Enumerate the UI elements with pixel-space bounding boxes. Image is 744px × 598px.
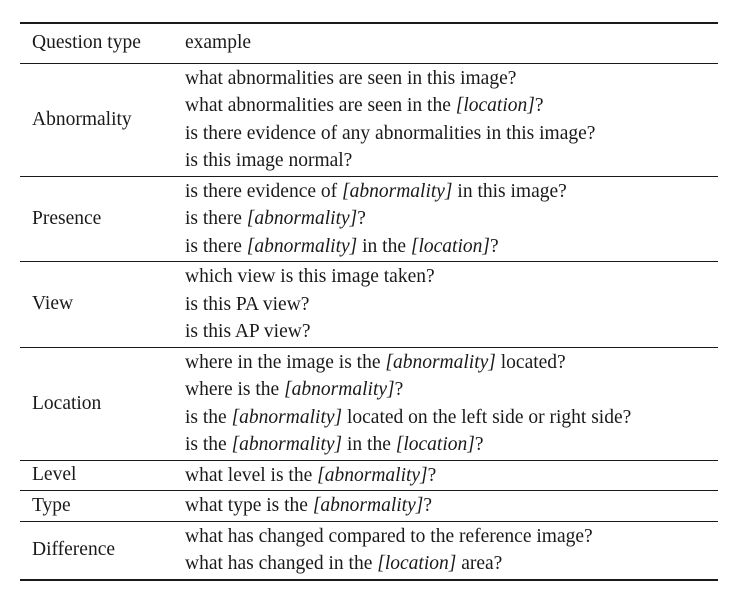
question-type-cell: Location (32, 392, 102, 414)
question-text: located? (495, 351, 566, 373)
question-text: what abnormalities are seen in this image? (185, 67, 517, 89)
example-question (185, 462, 718, 490)
question-type-table (20, 22, 718, 581)
example-question (185, 318, 718, 346)
placeholder-text: [location] (455, 95, 535, 116)
question-type-cell: Type (32, 494, 71, 516)
example-list (185, 177, 718, 262)
question-text: is this PA view? (185, 293, 310, 315)
example-question (185, 205, 718, 233)
example-cell (185, 491, 718, 522)
question-text: ? (534, 95, 544, 116)
question-text: in the (357, 235, 411, 257)
example-list (185, 522, 718, 579)
table-row (20, 460, 718, 491)
question-type-cell: Abnormality (32, 108, 132, 130)
question-text: is this image normal? (185, 150, 353, 171)
table-row (20, 521, 718, 580)
placeholder-text: [abnormality] (385, 351, 496, 373)
placeholder-text: [abnormality] (231, 406, 343, 428)
example-question (185, 492, 718, 520)
question-type-cell: Level (32, 464, 77, 486)
placeholder-text: [location] (410, 235, 490, 257)
example-question (185, 120, 718, 148)
question-text: what has changed in the (185, 553, 378, 574)
header-question-type: Question type (32, 32, 141, 54)
question-text: ? (357, 208, 366, 229)
table-row (20, 491, 718, 522)
question-type-cell: Presence (32, 207, 102, 229)
placeholder-text: [abnormality] (231, 434, 343, 455)
example-cell (185, 63, 718, 176)
placeholder-text: [abnormality] (246, 208, 358, 229)
example-question (185, 263, 718, 291)
table-row (20, 262, 718, 348)
header-example: example (185, 32, 252, 54)
question-text: is the (185, 406, 232, 428)
example-question (185, 550, 718, 578)
header-row (20, 23, 718, 63)
example-question (185, 233, 718, 261)
question-text: is this AP view? (185, 321, 311, 342)
question-text: which view is this image taken? (185, 266, 435, 287)
example-question (185, 65, 718, 93)
question-type-cell: View (32, 293, 74, 315)
example-question (185, 376, 718, 404)
table-body (20, 63, 718, 580)
example-question (185, 291, 718, 319)
placeholder-text: [abnormality] (284, 379, 395, 400)
example-list (185, 348, 718, 460)
question-text: is there evidence of (185, 180, 343, 202)
question-text: area? (456, 553, 503, 574)
example-cell (185, 262, 718, 348)
example-cell (185, 176, 718, 262)
example-question (185, 178, 718, 206)
placeholder-text: [abnormality] (246, 235, 358, 257)
question-text: where in the image is the (185, 351, 386, 373)
question-text: in the (342, 434, 396, 455)
placeholder-text: [abnormality] (312, 495, 424, 516)
question-text: located on the left side or right side? (342, 406, 632, 428)
placeholder-text: [location] (395, 434, 475, 455)
question-text: ? (427, 464, 437, 486)
question-text: ? (423, 495, 432, 516)
question-text: is there evidence of any abnormalities in this image? (185, 122, 596, 144)
question-text: is there (185, 208, 247, 229)
example-list (185, 64, 718, 176)
question-text: is there (185, 235, 247, 257)
example-cell (185, 460, 718, 491)
question-text: ? (474, 434, 484, 455)
question-text: what abnormalities are seen in the (185, 95, 456, 116)
example-question (185, 147, 718, 175)
example-question (185, 349, 718, 377)
table-row (20, 63, 718, 176)
table-header (20, 23, 718, 63)
example-question (185, 92, 718, 120)
table-row (20, 347, 718, 460)
example-question (185, 404, 718, 432)
example-list (185, 262, 718, 347)
example-list (185, 491, 718, 521)
question-text: in this image? (452, 180, 567, 202)
question-text: ? (394, 379, 404, 400)
example-list (185, 461, 718, 491)
question-text: what type is the (185, 495, 313, 516)
example-question (185, 431, 718, 459)
placeholder-text: [abnormality] (317, 464, 428, 486)
question-text: what level is the (185, 464, 318, 486)
question-text: is the (185, 434, 232, 455)
question-text: ? (489, 235, 499, 257)
example-cell (185, 347, 718, 460)
placeholder-text: [abnormality] (342, 180, 453, 202)
table-row (20, 176, 718, 262)
question-text: what has changed compared to the reference image? (185, 525, 593, 547)
question-type-cell: Difference (32, 539, 115, 560)
placeholder-text: [location] (377, 553, 457, 574)
question-text: where is the (185, 379, 285, 400)
example-cell (185, 521, 718, 580)
example-question (185, 523, 718, 551)
